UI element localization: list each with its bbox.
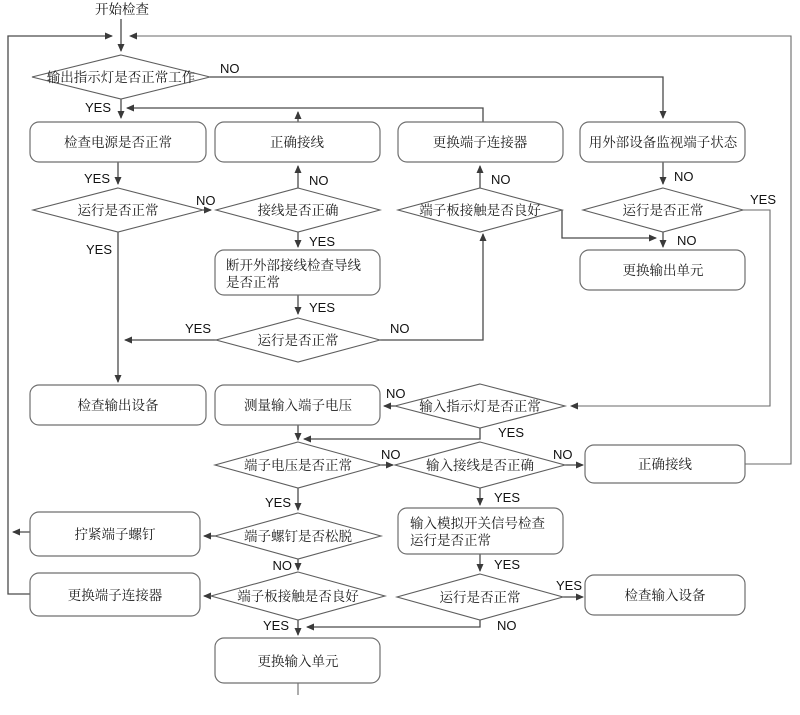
label-input-wiring-yes: YES xyxy=(494,490,521,505)
label-run4-no: NO xyxy=(497,618,517,633)
label-wiring-correct-yes: YES xyxy=(309,234,336,249)
label-input-wiring-no: NO xyxy=(553,447,573,462)
process-monitor-terminal-label: 用外部设备监视端子状态 xyxy=(588,135,738,150)
decision-run-ok-2-label: 运行是否正常 xyxy=(257,333,339,348)
decision-input-led-ok-label: 输入指示灯是否正常 xyxy=(419,399,541,414)
process-replace-terminal-connector-top-label: 更换端子连接器 xyxy=(432,135,528,150)
process-disconnect-external-line2: 是否正常 xyxy=(226,275,280,290)
process-replace-output-unit-label: 更换输出单元 xyxy=(622,263,704,278)
label-output-led-yes: YES xyxy=(84,100,111,115)
process-disconnect-external-line1: 断开外部接线检查导线 xyxy=(226,258,361,273)
process-measure-input-voltage-label: 测量输入端子电压 xyxy=(244,398,352,413)
decision-run-ok-4-label: 运行是否正常 xyxy=(439,590,521,605)
edge-input-led-yes xyxy=(304,428,480,439)
process-replace-input-unit-label: 更换输入单元 xyxy=(257,654,339,669)
label-screw-loose-no: NO xyxy=(272,558,292,573)
process-input-signal-check-line2: 运行是否正常 xyxy=(410,533,491,548)
label-run3-no: NO xyxy=(677,233,697,248)
label-disconnect-yes: YES xyxy=(309,300,336,315)
decision-input-wiring-correct-label: 输入接线是否正确 xyxy=(426,458,534,473)
label-check-power-yes: YES xyxy=(83,171,110,186)
edge-run4-no xyxy=(307,620,480,627)
label-output-led-no: NO xyxy=(220,61,240,76)
edge-output-led-no xyxy=(210,77,663,118)
label-run1-yes: YES xyxy=(85,242,112,257)
process-check-power-label: 检查电源是否正常 xyxy=(64,135,172,150)
decision-terminal-contact-2-label: 端子板接触是否良好 xyxy=(237,589,359,604)
decision-wiring-correct-label: 接线是否正确 xyxy=(257,203,339,218)
label-run2-yes: YES xyxy=(184,321,211,336)
label-input-led-yes: YES xyxy=(498,425,525,440)
label-signal-yes: YES xyxy=(494,557,521,572)
label-run4-yes: YES xyxy=(556,578,583,593)
label-run1-no: NO xyxy=(196,193,216,208)
label-monitor-no: NO xyxy=(674,169,694,184)
decision-terminal-contact-1-label: 端子板接触是否良好 xyxy=(419,203,541,218)
process-input-signal-check-line1: 输入模拟开关信号检查 xyxy=(410,516,545,531)
start-label: 开始检查 xyxy=(95,2,149,17)
edge-replace-connector-loopback xyxy=(127,108,483,122)
decision-output-led-ok-label: 输出指示灯是否正常工作 xyxy=(46,70,196,85)
label-run3-yes: YES xyxy=(750,192,777,207)
label-voltage-yes: YES xyxy=(264,495,291,510)
label-voltage-no: NO xyxy=(381,447,401,462)
process-check-input-device-label: 检查输入设备 xyxy=(624,588,706,603)
edge-run3-yes xyxy=(571,210,770,406)
label-run2-no: NO xyxy=(390,321,410,336)
process-correct-wiring-top-label: 正确接线 xyxy=(270,135,324,150)
process-replace-terminal-connector-bottom-label: 更换端子连接器 xyxy=(67,588,163,603)
process-check-output-device-label: 检查输出设备 xyxy=(77,398,159,413)
label-input-led-no: NO xyxy=(386,386,406,401)
label-contact2-yes: YES xyxy=(262,618,289,633)
label-wiring-correct-no: NO xyxy=(309,173,329,188)
edge-left-frame-loop xyxy=(8,36,112,594)
label-contact1-no: NO xyxy=(491,172,511,187)
process-tighten-screws-label: 拧紧端子螺钉 xyxy=(74,527,156,542)
decision-run-ok-1-label: 运行是否正常 xyxy=(77,203,159,218)
decision-terminal-voltage-ok-label: 端子电压是否正常 xyxy=(244,458,352,473)
decision-run-ok-3-label: 运行是否正常 xyxy=(622,203,704,218)
process-correct-wiring-right-label: 正确接线 xyxy=(638,457,692,472)
decision-terminal-screw-loose-label: 端子螺钉是否松脱 xyxy=(244,529,352,544)
